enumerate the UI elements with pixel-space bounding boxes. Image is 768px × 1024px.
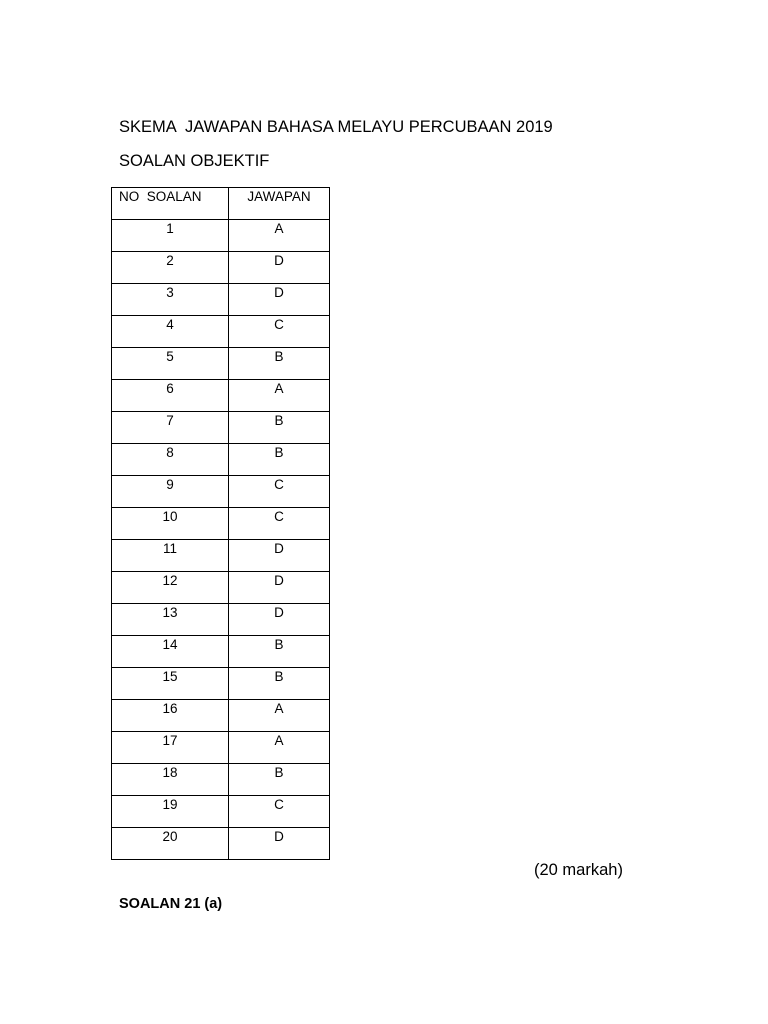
answer-cell: B bbox=[229, 444, 330, 476]
table-row bbox=[112, 828, 330, 860]
answer-cell: C bbox=[229, 796, 330, 828]
question-number-cell: 19 bbox=[112, 796, 229, 828]
question-number-cell: 13 bbox=[112, 604, 229, 636]
table-row bbox=[112, 444, 330, 476]
table-row bbox=[112, 636, 330, 668]
table-row bbox=[112, 572, 330, 604]
question-number-cell: 18 bbox=[112, 764, 229, 796]
question-number-cell: 6 bbox=[112, 380, 229, 412]
answer-cell: A bbox=[229, 380, 330, 412]
table-row bbox=[112, 668, 330, 700]
question-number-cell: 15 bbox=[112, 668, 229, 700]
table-row bbox=[112, 220, 330, 252]
answer-cell: B bbox=[229, 668, 330, 700]
question-number-cell: 5 bbox=[112, 348, 229, 380]
answer-cell: D bbox=[229, 572, 330, 604]
header-no-soalan: NO SOALAN bbox=[112, 188, 229, 220]
section-subtitle: SOALAN OBJEKTIF bbox=[119, 152, 270, 170]
question-number-cell: 4 bbox=[112, 316, 229, 348]
question-number-cell: 10 bbox=[112, 508, 229, 540]
question-number-cell: 9 bbox=[112, 476, 229, 508]
table-row bbox=[112, 700, 330, 732]
answer-cell: B bbox=[229, 636, 330, 668]
answer-cell: A bbox=[229, 220, 330, 252]
question-number-cell: 8 bbox=[112, 444, 229, 476]
answer-cell: D bbox=[229, 540, 330, 572]
answer-cell: D bbox=[229, 828, 330, 860]
answer-cell: D bbox=[229, 604, 330, 636]
question-number-cell: 20 bbox=[112, 828, 229, 860]
answer-cell: A bbox=[229, 732, 330, 764]
answer-cell: A bbox=[229, 700, 330, 732]
table-row bbox=[112, 412, 330, 444]
answer-cell: C bbox=[229, 476, 330, 508]
table-row bbox=[112, 252, 330, 284]
answer-cell: D bbox=[229, 284, 330, 316]
answer-table bbox=[111, 187, 330, 860]
table-row bbox=[112, 380, 330, 412]
header-jawapan: JAWAPAN bbox=[229, 188, 330, 220]
table-row bbox=[112, 764, 330, 796]
table-row bbox=[112, 540, 330, 572]
table-row bbox=[112, 796, 330, 828]
question-number-cell: 3 bbox=[112, 284, 229, 316]
document-title: SKEMA JAWAPAN BAHASA MELAYU PERCUBAAN 2019 bbox=[119, 118, 553, 136]
next-section-heading: SOALAN 21 (a) bbox=[119, 896, 223, 912]
table-header-row bbox=[112, 188, 330, 220]
answer-cell: B bbox=[229, 764, 330, 796]
table-row bbox=[112, 476, 330, 508]
answer-cell: D bbox=[229, 252, 330, 284]
table-row bbox=[112, 316, 330, 348]
answer-cell: C bbox=[229, 316, 330, 348]
table-row bbox=[112, 508, 330, 540]
marks-label: (20 markah) bbox=[534, 861, 623, 879]
question-number-cell: 14 bbox=[112, 636, 229, 668]
answer-cell: C bbox=[229, 508, 330, 540]
table-row bbox=[112, 732, 330, 764]
question-number-cell: 17 bbox=[112, 732, 229, 764]
answer-rows bbox=[112, 220, 330, 860]
question-number-cell: 2 bbox=[112, 252, 229, 284]
question-number-cell: 11 bbox=[112, 540, 229, 572]
question-number-cell: 1 bbox=[112, 220, 229, 252]
answer-cell: B bbox=[229, 348, 330, 380]
answer-cell: B bbox=[229, 412, 330, 444]
question-number-cell: 12 bbox=[112, 572, 229, 604]
question-number-cell: 16 bbox=[112, 700, 229, 732]
table-row bbox=[112, 604, 330, 636]
table-row bbox=[112, 348, 330, 380]
question-number-cell: 7 bbox=[112, 412, 229, 444]
table-row bbox=[112, 284, 330, 316]
